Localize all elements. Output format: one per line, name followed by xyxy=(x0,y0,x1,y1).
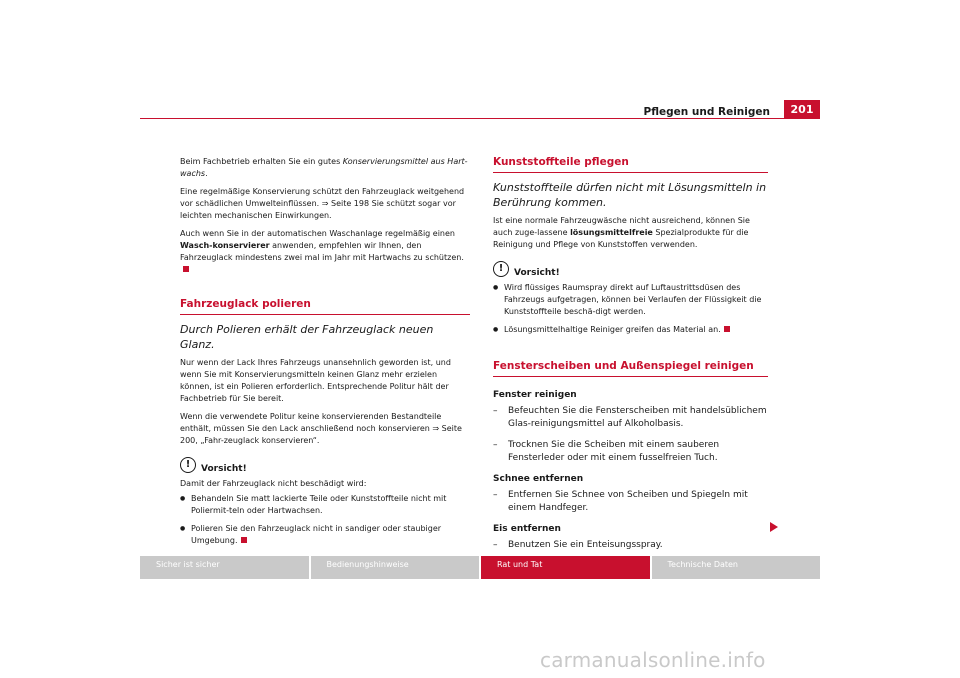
tab-rat-und-tat[interactable]: Rat und Tat xyxy=(481,556,650,579)
page-header-title: Pflegen und Reinigen xyxy=(643,106,770,118)
caution-heading xyxy=(180,459,470,475)
dash: – xyxy=(493,490,498,500)
text: Beim Fachbetrieb erhalten Sie ein gutes xyxy=(180,157,343,166)
paragraph xyxy=(493,215,768,251)
section-end-marker xyxy=(724,326,730,332)
text: Spezialprodukte für die Reinigung und Pflege von Kunststoffen verwenden. xyxy=(493,228,749,249)
next-page-arrow-icon[interactable] xyxy=(770,522,778,532)
step-heading: Schnee entfernen xyxy=(493,474,584,484)
caution-heading xyxy=(493,263,768,279)
section-title: Fahrzeuglack polieren xyxy=(180,298,470,315)
text: anwenden, empfehlen wir Ihnen, den Fahrzeuglack mindestens zwei mal im Jahr mit Hartwachs zu schützen. xyxy=(180,241,464,262)
step-item xyxy=(493,405,768,431)
text: Entfernen Sie Schnee von Scheiben und Spiegeln mit einem Handfeger. xyxy=(508,490,748,513)
watermark: carmanualsonline.info xyxy=(540,648,766,672)
bold-text: lösungsmittelfreie xyxy=(570,228,653,237)
tab-bedienungshinweise[interactable]: Bedienungshinweise xyxy=(311,556,480,579)
step-item xyxy=(493,439,768,465)
section-end-marker xyxy=(183,266,189,272)
section-title: Kunststoffteile pflegen xyxy=(493,156,768,173)
dash: – xyxy=(493,406,498,416)
step-heading: Eis entfernen xyxy=(493,524,561,534)
text: Wird flüssiges Raumspray direkt auf Luftaustrittsdüsen des Fahrzeugs aufgetragen, können bei Verlaufen der Flüssigkeit die Kunststoffteile beschä-digt werden. xyxy=(504,283,762,316)
step-item xyxy=(493,489,768,515)
paragraph: Nur wenn der Lack Ihres Fahrzeugs unansehnlich geworden ist, und wenn Sie mit Konservierungsmitteln keinen Glanz mehr erzielen können, ist ein Polieren erforderlich. Entsprechende Politur hält der Fachbetrieb für Sie bereit. xyxy=(180,358,451,403)
paragraph xyxy=(180,156,470,180)
paragraph: Eine regelmäßige Konservierung schützt den Fahrzeuglack weitgehend vor schädlichen Umwelteinflüssen. ⇒ Seite 198 Sie schützt sogar vor leichten mechanischen Einwirkungen. xyxy=(180,187,465,220)
text: Ist eine normale Fahrzeugwäsche nicht ausreichend, können Sie auch zuge-lassene xyxy=(493,216,750,237)
emphasis-text: Konservierungsmittel aus Hart-wachs xyxy=(180,157,468,178)
header-rule xyxy=(140,118,820,119)
text: Behandeln Sie matt lackierte Teile oder Kunststoffteile nicht mit Poliermit-teln oder Hartwachsen. xyxy=(191,494,447,515)
tab-sicher-ist-sicher[interactable]: Sicher ist sicher xyxy=(140,556,309,579)
chapter-tabs xyxy=(140,556,820,579)
text: Benutzen Sie ein Enteisungsspray. xyxy=(508,540,663,550)
dash: – xyxy=(493,440,498,450)
bullet-item xyxy=(493,324,768,336)
section-subtitle: Kunststoffteile dürfen nicht mit Lösungsmitteln in Berührung kommen. xyxy=(493,181,767,209)
section-subtitle: Durch Polieren erhält der Fahrzeuglack neuen Glanz. xyxy=(180,323,434,351)
tab-technische-daten[interactable]: Technische Daten xyxy=(652,556,821,579)
bold-text: Wasch-konservierer xyxy=(180,241,270,250)
warning-icon: ! xyxy=(493,261,509,277)
warning-icon: ! xyxy=(180,457,196,473)
paragraph xyxy=(180,228,470,276)
step-item xyxy=(493,539,768,552)
text: Polieren Sie den Fahrzeuglack nicht in sandiger oder staubiger Umgebung. xyxy=(191,524,442,545)
bullet-item xyxy=(180,493,470,517)
paragraph: Wenn die verwendete Politur keine konservierenden Bestandteile enthält, müssen Sie den Lack anschließend noch konservieren ⇒ Seite 200, „Fahr-zeuglack konservieren“. xyxy=(180,412,462,445)
right-column xyxy=(493,156,768,560)
text: Trocknen Sie die Scheiben mit einem sauberen Fensterleder oder mit einem fusselfreien Tuch. xyxy=(508,440,720,463)
text: . xyxy=(205,169,208,178)
section-end-marker xyxy=(241,537,247,543)
dash: – xyxy=(493,540,498,550)
text: Auch wenn Sie in der automatischen Waschanlage regelmäßig einen xyxy=(180,229,455,238)
left-column xyxy=(180,156,470,553)
instruction-steps xyxy=(493,389,768,552)
bullet-item xyxy=(180,523,470,547)
section-title: Fensterscheiben und Außenspiegel reinigen xyxy=(493,360,768,377)
caution-label: Vorsicht! xyxy=(201,464,247,474)
caution-label: Vorsicht! xyxy=(514,268,560,278)
step-heading: Fenster reinigen xyxy=(493,390,577,400)
bullet-item xyxy=(493,282,768,318)
text: Lösungsmittelhaltige Reiniger greifen das Material an. xyxy=(504,325,721,334)
text: Befeuchten Sie die Fensterscheiben mit handelsüblichem Glas-reinigungsmittel auf Alkoholbasis. xyxy=(508,406,767,429)
page-number: 201 xyxy=(784,100,820,118)
paragraph: Damit der Fahrzeuglack nicht beschädigt wird: xyxy=(180,479,367,488)
